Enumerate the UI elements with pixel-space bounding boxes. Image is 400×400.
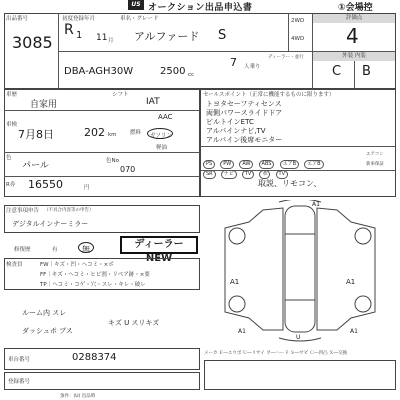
damage-mark-left: A1	[230, 278, 240, 286]
engine-cc-unit: cc	[188, 72, 195, 78]
lot-label: 出品番号	[6, 16, 29, 22]
registration-label: 登録番号	[8, 379, 31, 385]
equip-leather: 革	[259, 170, 270, 179]
notes-label: 注意事項申告	[6, 208, 40, 214]
recycle-value: 16550	[28, 178, 63, 191]
equip-row2-side: 新車保証	[366, 162, 384, 167]
damage-mark-rear-right: A1	[350, 328, 358, 335]
car-name: アルファード	[134, 30, 200, 43]
sales-point-2: 両側パワースライドドア	[206, 109, 283, 117]
expiry-value: 7月8日	[18, 128, 54, 141]
color-code-value: 070	[120, 165, 136, 174]
keys-manual-text: 取説、リモコン、	[258, 179, 322, 188]
history-label: 修復歴	[14, 247, 31, 253]
registration-block	[4, 372, 200, 390]
notes-sub-label: （不具合内容等の申告）	[44, 208, 94, 213]
fuel-gasoline: ガソリン	[150, 133, 173, 139]
recycle-unit: 円	[84, 185, 90, 191]
color-label: 色	[6, 155, 12, 161]
damage-mark-top: A1	[312, 201, 320, 208]
shift-label: シフト	[112, 92, 129, 98]
seat-count: 7	[230, 56, 237, 69]
first-reg-month: 11	[96, 33, 108, 43]
dealer-new-badge: ディーラーNEW	[120, 236, 198, 254]
damage-mark-rear-left: A1	[238, 328, 246, 335]
history-value: 無	[82, 245, 90, 254]
venue-copy-label: ①会場控	[338, 3, 373, 13]
dealer-parallel-label: ディーラー・並行	[268, 55, 304, 60]
color-code-label: 色No	[106, 158, 119, 164]
chassis-label: 車台番号	[8, 357, 31, 363]
fuel-selected-circle	[147, 128, 173, 139]
interior-score: B	[362, 64, 371, 79]
recycle-label: R券	[6, 182, 16, 188]
aircon-value: AAC	[158, 113, 173, 121]
sales-point-1: トヨタセーフティセンス	[206, 100, 282, 108]
history-prefix: 有	[52, 247, 58, 253]
sales-point-4: アルパインナビ,TV	[206, 127, 266, 135]
total-score: 4	[346, 24, 359, 48]
inspector-note-1: ルーム内 スレ	[22, 309, 67, 317]
score-label: 評価点	[313, 14, 395, 23]
inspector-note-3: キズ U スリキズ	[108, 319, 160, 327]
history-value-circle	[78, 242, 94, 253]
damage-mark-bottom: U	[296, 334, 301, 341]
first-reg-month-suffix: 月	[108, 38, 114, 44]
model-code: DBA-AGH30W	[64, 66, 134, 77]
bottom-condition-label: 条件：(U) 出品時	[60, 394, 96, 399]
equip-aw: AW	[239, 160, 253, 169]
us-logo: US	[128, 0, 144, 10]
first-reg-era: R	[64, 22, 74, 38]
lot-number: 3085	[12, 33, 53, 52]
drive-4wd: 4WD	[291, 36, 305, 42]
first-reg-label: 初度登録年月	[62, 16, 96, 22]
sales-points-label: セールスポイント（正常に機能するものに限ります）	[203, 92, 335, 98]
chassis-number: 0288374	[72, 352, 117, 363]
equip-tv-2: TV	[276, 170, 288, 179]
shift-value: IAT	[146, 97, 160, 107]
name-label: 車名・グレード	[120, 16, 159, 22]
equip-tv: TV	[242, 170, 254, 179]
notes-text: デジタルインナーミラー	[12, 220, 89, 228]
sales-point-3: ビルトインETC	[206, 118, 254, 126]
color-value: パール	[22, 161, 49, 171]
fuel-diesel: 軽油	[156, 145, 168, 151]
car-grade: S	[218, 28, 227, 43]
footer-right-block	[204, 360, 396, 390]
equip-airbag: エアB	[280, 160, 299, 169]
first-reg-year: 1	[76, 30, 83, 41]
mileage-value: 202	[84, 126, 105, 139]
sales-point-5: アルパイン後席モニター	[206, 136, 283, 144]
inspection-row-2: FF｜キズ・ヘコミ・ヒビ割・リペア跡・×要	[40, 272, 150, 278]
inspection-label: 検査員	[6, 262, 23, 268]
car-damage-diagram	[205, 200, 395, 345]
equip-sr: SR	[203, 170, 216, 179]
equip-navi: ナビ	[221, 170, 237, 179]
category-value: 自家用	[30, 100, 58, 110]
expiry-label: 車検	[6, 122, 18, 128]
mileage-unit: km	[108, 132, 117, 138]
equip-airbag-2: エアB	[304, 160, 323, 169]
engine-cc: 2500	[160, 66, 186, 77]
fuel-label: 燃料	[130, 130, 142, 136]
category-label: 車歴	[6, 92, 18, 98]
sheet-title: オークション出品申込書	[148, 3, 253, 13]
equip-abs: ABS	[259, 160, 275, 169]
inspection-row-1: FW｜キズ・凹・ヘコミ・×ボ	[40, 262, 114, 268]
legend-row: メーカ Ｅ―ユウボ Ｕ―リサイ ヲ―ハード Ｓ―サビ Ｃ―凹凸 Ｘ―交換	[204, 351, 348, 356]
equip-ps: PS	[203, 160, 215, 169]
ext-int-label: 外装 内装	[313, 52, 395, 61]
inspection-row-3: TP｜ヘコミ・コゲ・穴・スレ・キレ・破レ	[40, 282, 146, 288]
damage-mark-right: A1	[346, 278, 356, 286]
equip-row1-side: エアコン	[366, 152, 384, 157]
seat-unit: 人乗り	[244, 64, 261, 70]
exterior-score: C	[332, 64, 342, 79]
drive-2wd: 2WD	[291, 18, 305, 24]
inspector-note-2: ダッシュボ ブス	[22, 327, 73, 335]
equip-pw: PW	[220, 160, 234, 169]
